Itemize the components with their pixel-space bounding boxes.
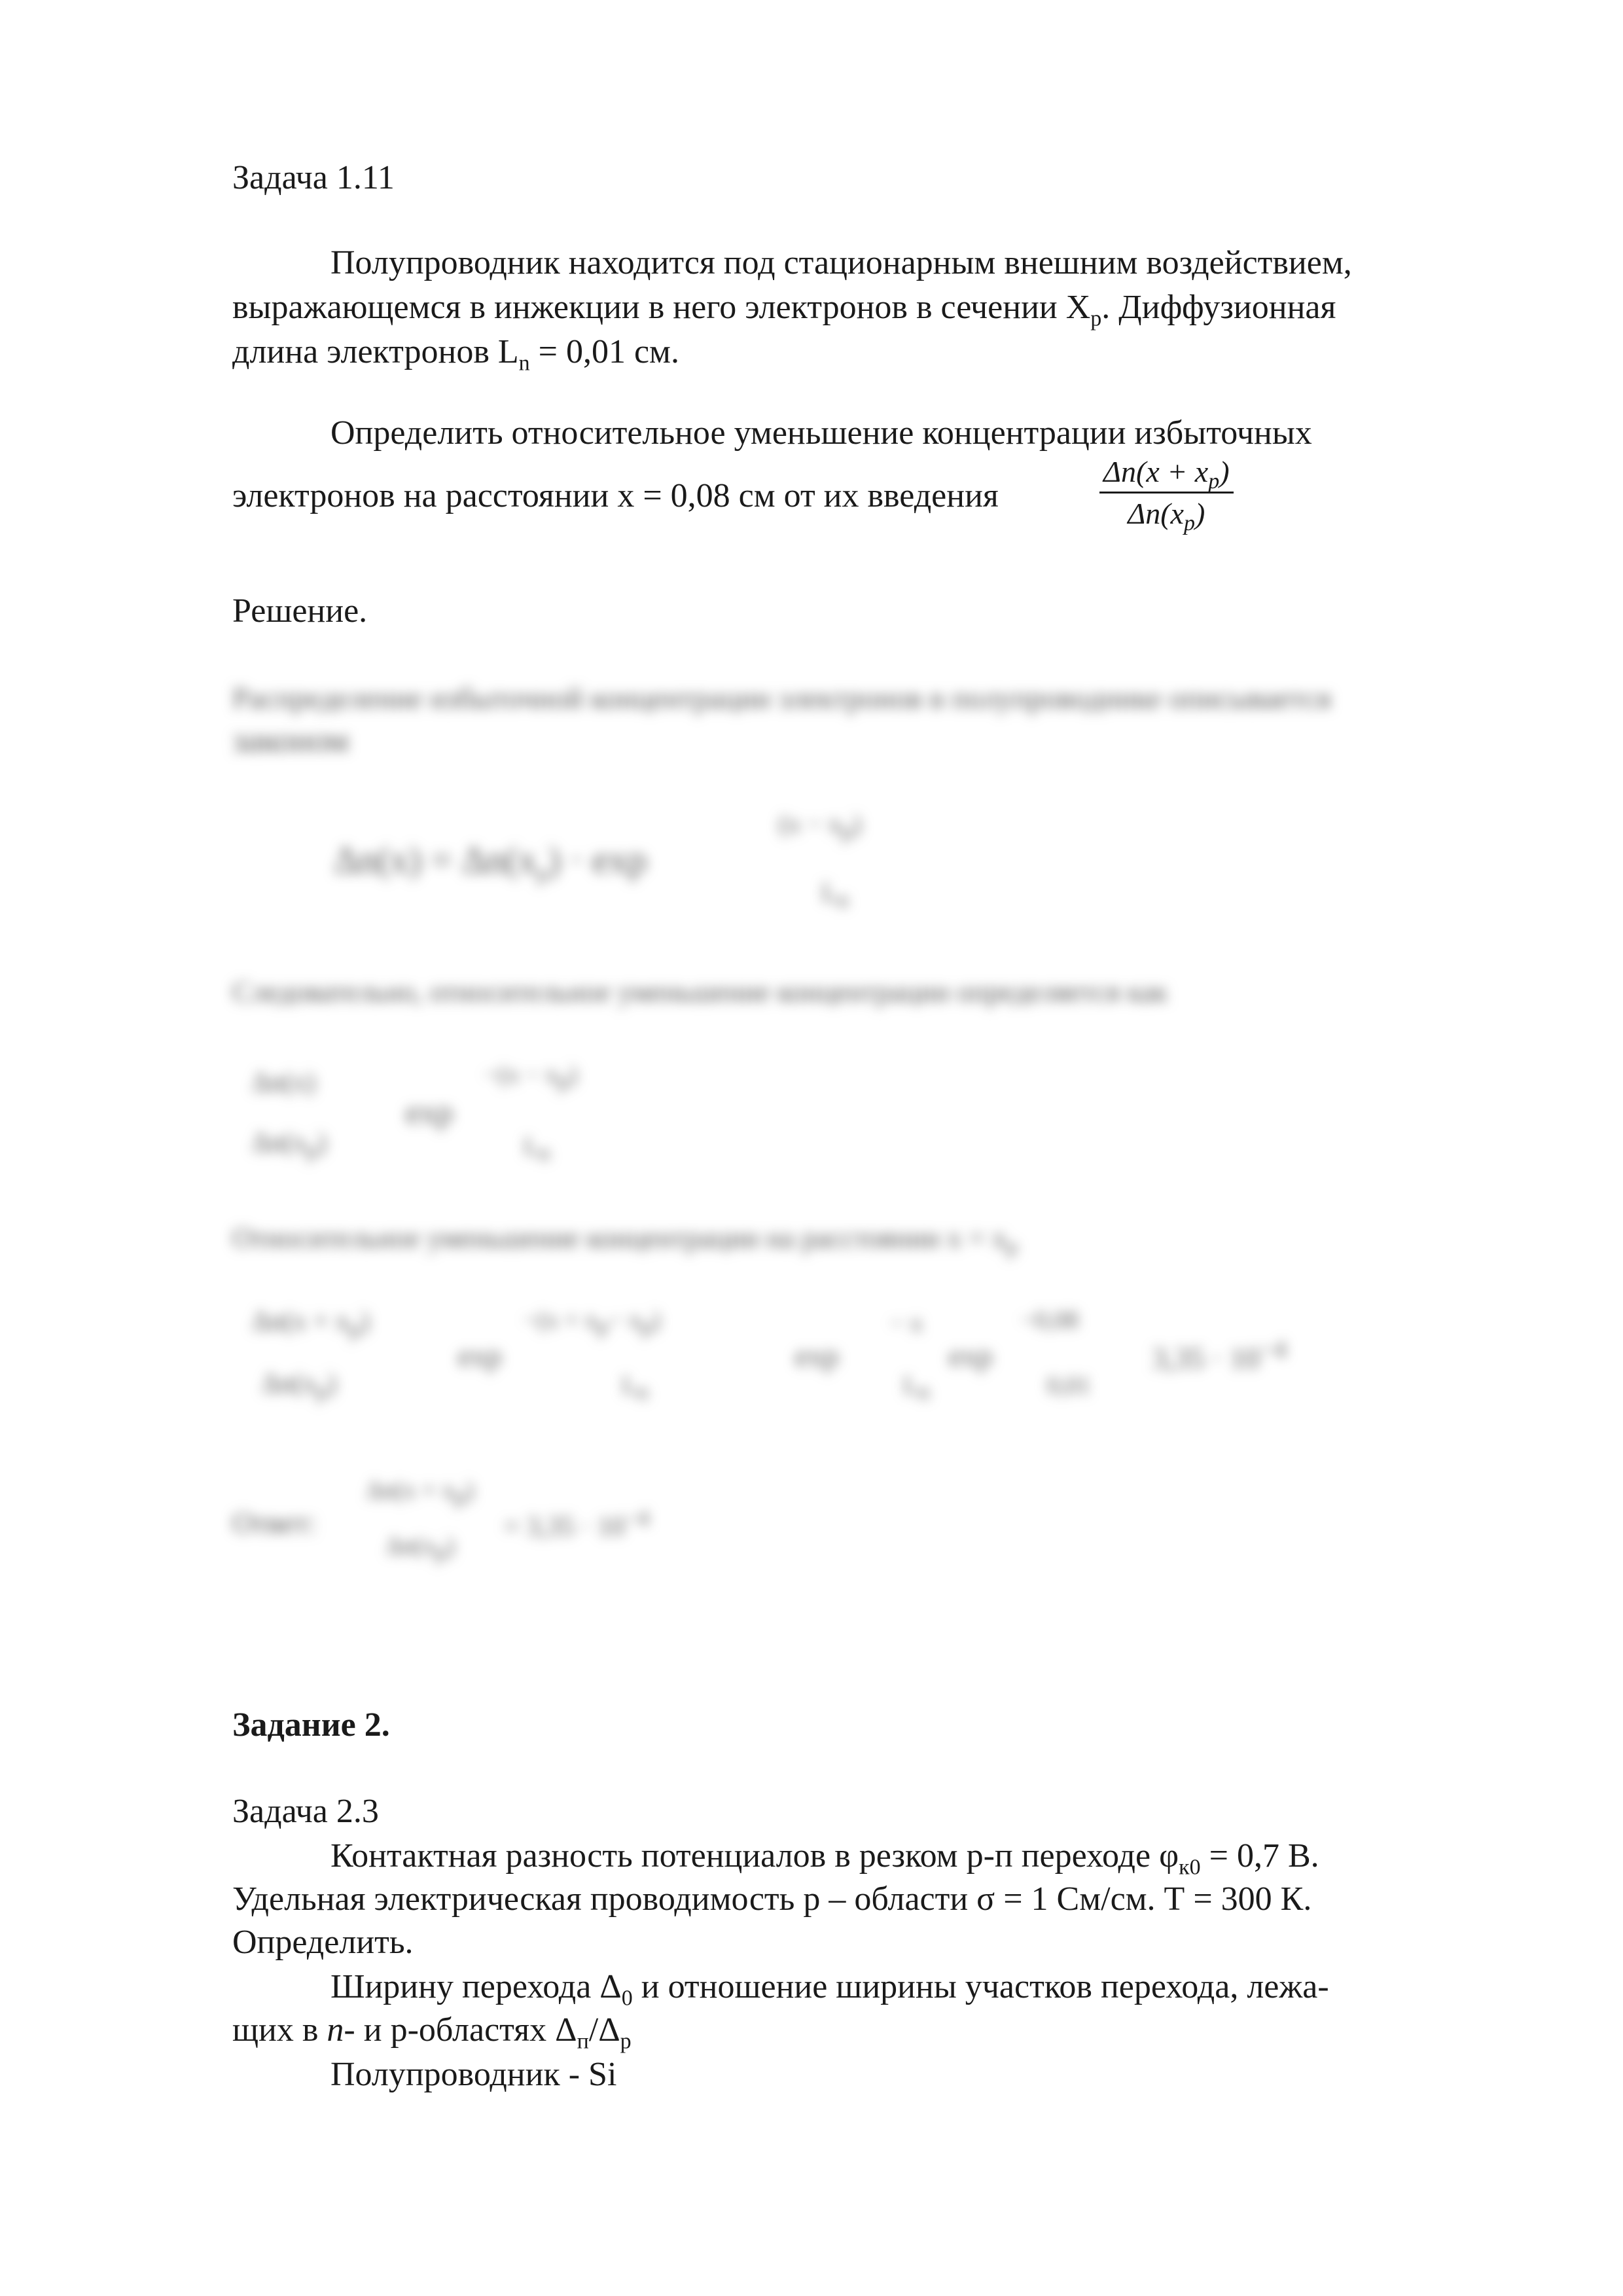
blurred-formula-1: $\Delta n(x) = \Delta n(x_p) \cdot \exp$ <box>334 838 647 886</box>
blurred-formula-1-exp: $(x - x_p)$ <box>779 809 862 844</box>
solution-label: Решение. <box>232 592 368 630</box>
task1-ratio-fraction: $\Delta n(x + x_p)$ $\Delta n(x_p)$ <box>1099 454 1234 531</box>
blurred-solution-line3: Следовательно, относительное уменьшение концентрации определяется как <box>232 976 1168 1008</box>
blurred-answer-label: Ответ: <box>232 1506 317 1539</box>
task1-para1-line3: длина электронов $L_n = 0,01$ см. <box>232 333 679 376</box>
task2-line2: Удельная электрическая проводимость р – области σ = 1 См/см. Т = 300 К. <box>232 1880 1312 1918</box>
blurred-formula-3-num: $\Delta n(x + x_p)$ <box>252 1306 370 1342</box>
blurred-answer-value: = $3,35 \cdot 10^{-4}$ <box>504 1505 649 1542</box>
task2-line3: Определить. <box>232 1924 414 1961</box>
task1-title: Задача 1.11 <box>232 159 395 196</box>
blurred-formula-3-L1: $L_n$ <box>622 1372 649 1405</box>
blurred-solution-line2: законом <box>232 722 349 759</box>
blurred-solution-line1: Распределение избыточной концентрации электронов в полупроводнике описывается <box>232 681 1332 715</box>
blurred-formula-3-pow1: $-(x + x_p- x_p)$ <box>524 1306 661 1339</box>
blurred-formula-3-L2: $L_n$ <box>903 1372 930 1405</box>
blurred-formula-2-exp: exp <box>406 1094 454 1130</box>
blurred-formula-3-exp1: exp <box>458 1339 502 1372</box>
blurred-formula-2-pow: $-(x - x_p)$ <box>484 1061 578 1094</box>
task2-line6: Полупроводник - Si <box>330 2056 617 2093</box>
blurred-formula-2-den: $\Delta n(x_p)$ <box>252 1128 327 1163</box>
blurred-formula-3-pow2: − x <box>890 1310 923 1337</box>
task2-line5: щих в n- и р-областях $\Delta_п/\Delta_р$ <box>232 2011 632 2054</box>
blurred-answer-num: $\Delta n(x + x_p)$ <box>366 1477 474 1509</box>
task1-para1-line2: выражающемся в инжекции в него электронов в сечении $X_p$. Диффузионная <box>232 289 1336 331</box>
blurred-formula-3-result: $3,35 \cdot 10^{-4}$ <box>1152 1336 1287 1375</box>
blurred-formula-3-den: $\Delta n(x_p)$ <box>262 1369 336 1404</box>
task2-title: Задача 2.3 <box>232 1793 379 1830</box>
blurred-solution-line4: Относительное уменьшение концентрации на расстоянии $x = x_p$ <box>232 1222 1018 1259</box>
task1-para1-line1: Полупроводник находится под стационарным внешним воздействием, <box>330 244 1352 281</box>
blurred-formula-1-den: $L_n$ <box>821 878 849 912</box>
task1-para2-line2: электронов на расстоянии x = 0,08 см от их введения <box>232 477 999 514</box>
blurred-formula-3-exp2: exp <box>795 1339 839 1372</box>
blurred-formula-2-num: Δn(x) <box>252 1067 315 1098</box>
blurred-formula-3-pow3: −0,08 <box>1021 1306 1079 1334</box>
task1-para2-line1: Определить относительное уменьшение концентрации избыточных <box>330 414 1312 452</box>
task2-line4: Ширину перехода $\Delta_0$ и отношение ширины участков перехода, лежа- <box>330 1968 1329 2011</box>
section-heading-task2: Задание 2. <box>232 1706 390 1744</box>
blurred-formula-3-den3: 0,01 <box>1047 1372 1091 1399</box>
blurred-answer-den: $\Delta n(x_p)$ <box>386 1532 455 1565</box>
task2-line1: Контактная разность потенциалов в резком р-п переходе $\varphi_{к0} = 0,7$ В. <box>330 1837 1319 1880</box>
blurred-formula-2-L: $L_n$ <box>524 1133 550 1166</box>
blurred-formula-3-exp3: exp <box>949 1339 993 1372</box>
